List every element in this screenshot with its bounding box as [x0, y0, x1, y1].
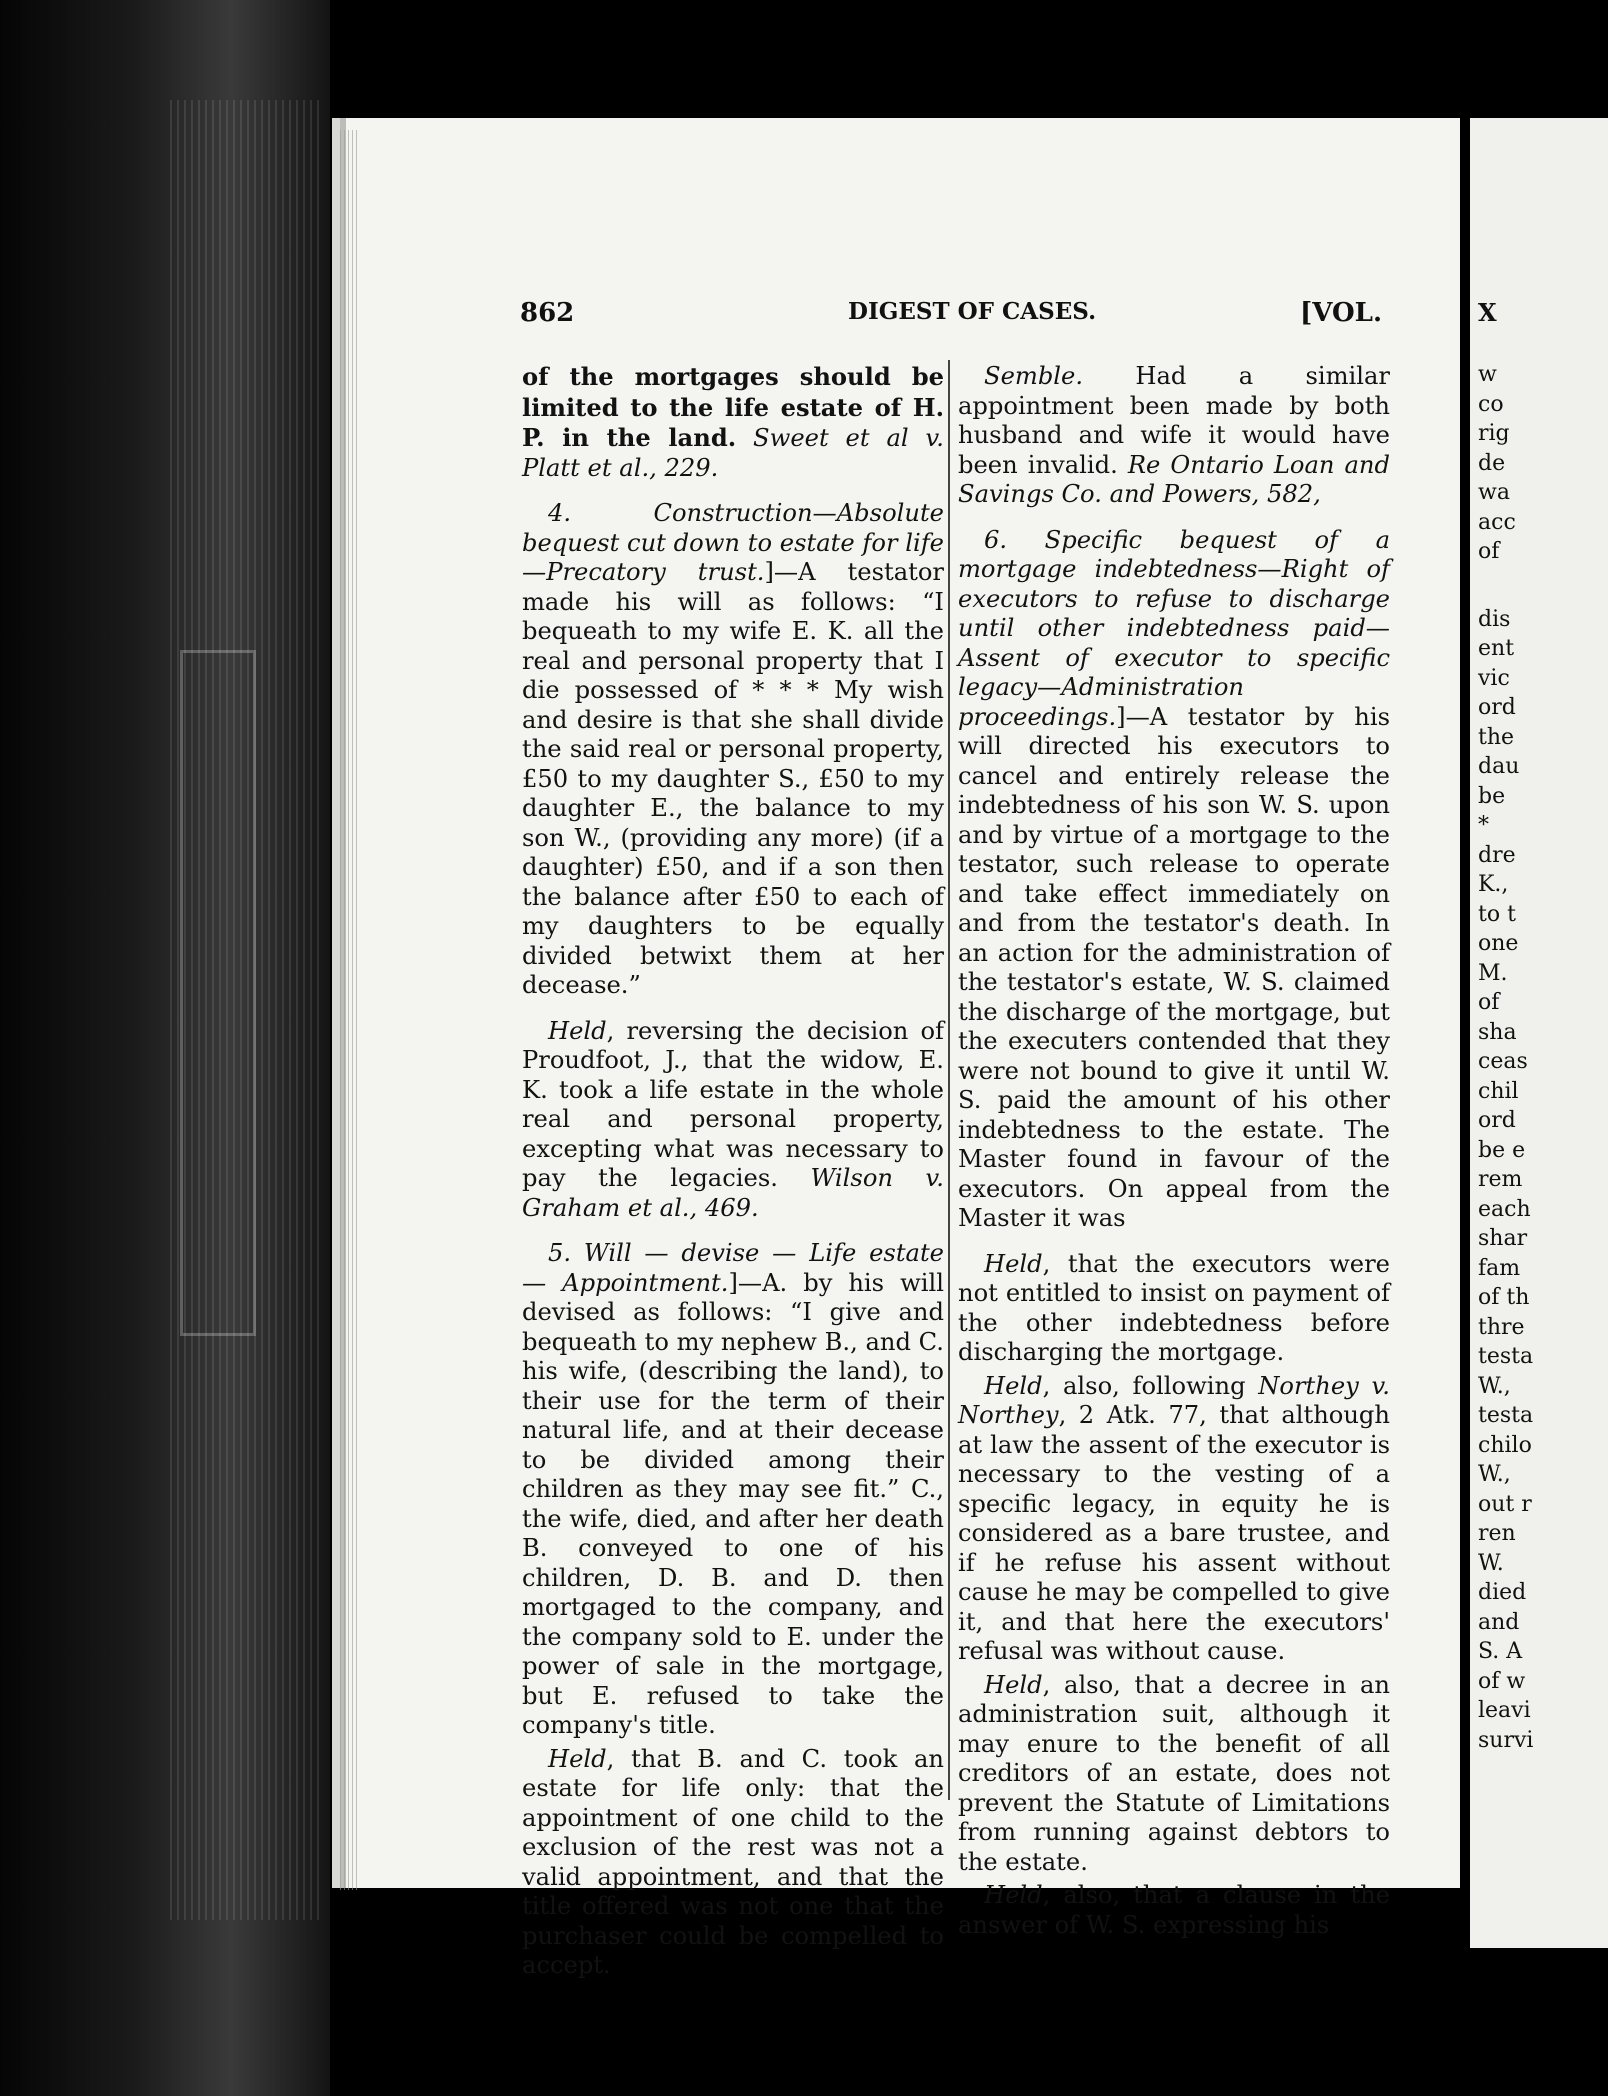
- text-run: of the mortgages should be limited to the life estate of H. P. in the land.: [522, 362, 944, 452]
- held-label: Held: [984, 1670, 1043, 1699]
- facing-line: thre: [1478, 1314, 1525, 1340]
- facing-line: to t: [1478, 901, 1516, 927]
- running-title: DIGEST OF CASES.: [848, 298, 1097, 325]
- facing-line: S. A: [1478, 1639, 1523, 1664]
- paragraph: [522, 499, 944, 1001]
- facing-line: fam: [1478, 1255, 1521, 1281]
- paragraph: [522, 1745, 944, 1981]
- paragraph: [958, 1881, 1390, 1940]
- paragraph: [958, 1372, 1390, 1667]
- facing-line: ord: [1478, 695, 1516, 720]
- facing-line: ceas: [1478, 1049, 1528, 1074]
- facing-line: and: [1478, 1609, 1520, 1635]
- facing-line: ent: [1478, 636, 1515, 661]
- text-run: Had a similar appointment been made by both husband and wife it would have been invalid.: [958, 362, 1390, 479]
- volume-mark: [VOL.: [1300, 298, 1382, 328]
- facing-line: of th: [1478, 1285, 1530, 1310]
- left-column: [522, 362, 944, 1997]
- paragraph: [958, 1671, 1390, 1878]
- facing-header-fragment: X: [1478, 298, 1497, 327]
- facing-line: co: [1478, 391, 1504, 417]
- facing-line: W.: [1478, 1550, 1504, 1576]
- text-run: ]—A testator made his will as follows: “I bequeath to my wife E. K. all the real and personal property that I die possessed of * * * My wish and desire is that she shall divide the said real or personal property, £50 to my daughter S., £50 to my daughter E., the balance to my son W., (providing any more) (if a daughter) £50, and if a son then the balance after £50 to each of my daughters to be equally divided betwixt them at her decease.”: [522, 558, 944, 999]
- facing-line: ord: [1478, 1108, 1516, 1133]
- headnote: 5. Will — devise — Life estate — Appointment.: [522, 1239, 944, 1297]
- facing-line: testa: [1478, 1344, 1534, 1369]
- text-run: , that B. and C. took an estate for life only: that the appointment of one child to the exclusion of the rest was not a valid appointment, and that the title offered was not one that the purchaser could be compelled to accept.: [522, 1744, 944, 1979]
- facing-line: be: [1478, 783, 1506, 809]
- facing-line: each: [1478, 1196, 1531, 1222]
- page-number: 862: [520, 298, 575, 328]
- facing-line: K.,: [1478, 872, 1509, 897]
- facing-line: M.: [1478, 960, 1508, 986]
- facing-line: de: [1478, 450, 1506, 476]
- held-label: Held: [984, 1881, 1043, 1909]
- facing-line: W.,: [1478, 1462, 1511, 1487]
- text-run: , reversing the decision of Proudfoot, J., that the widow, E. K. took a life estate in the whole real and personal property, excepting what was necessary to pay the legacies.: [522, 1016, 944, 1192]
- facing-line: sha: [1478, 1019, 1517, 1045]
- facing-line: chil: [1478, 1078, 1519, 1104]
- facing-line: of: [1478, 990, 1500, 1015]
- facing-line: be e: [1478, 1137, 1526, 1163]
- held-label: Held: [548, 1744, 607, 1773]
- facing-line: leavi: [1478, 1698, 1531, 1723]
- paragraph: [522, 1239, 944, 1741]
- paragraph: [958, 526, 1390, 1234]
- case-citation: Sweet et al v. Platt et al., 229.: [522, 424, 944, 482]
- facing-line: vic: [1478, 665, 1510, 691]
- case-citation: Wilson v. Graham et al., 469.: [522, 1164, 944, 1222]
- paragraph: [958, 1250, 1390, 1368]
- facing-line: of w: [1478, 1668, 1526, 1694]
- facing-line: *: [1478, 813, 1489, 838]
- facing-line: chilo: [1478, 1432, 1532, 1458]
- paragraph: [522, 362, 944, 483]
- right-column: [958, 362, 1390, 1944]
- column-divider: [948, 360, 950, 1800]
- text-run: , that the executors were not entitled to insist on payment of the other indebtedness before discharging the mortgage.: [958, 1249, 1390, 1366]
- facing-line: rig: [1478, 421, 1510, 446]
- facing-line: shar: [1478, 1226, 1528, 1251]
- headnote: 6. Specific bequest of a mortgage indebtedness—Right of executors to refuse to discharge until other indebtedness paid—Assent of executor to specific legacy—Administration proceedings.: [958, 525, 1390, 731]
- held-label: Held: [984, 1249, 1043, 1278]
- facing-line: ren: [1478, 1521, 1516, 1546]
- text-run: , 2 Atk. 77, that although at law the assent of the executor is necessary to the vesting of a specific legacy, in equity he is considered as a bare trustee, and if he refuse his assent without cause he may be compelled to give it, and that here the executors' refusal was without cause.: [958, 1401, 1390, 1665]
- headnote: 4. Construction—Absolute bequest cut down to estate for life—Precatory trust.: [522, 499, 944, 586]
- facing-line: one: [1478, 931, 1519, 956]
- text-run: , also, that a clause in the answer of W. S. expressing his: [958, 1881, 1390, 1939]
- facing-line: W.,: [1478, 1373, 1511, 1399]
- text-run: ]—A testator by his will directed his executors to cancel and entirely release the indebtedness of his son W. S. upon and by virtue of a mortgage to the testator, such release to operate and take effect immediately on and from the testator's death. In an action for the administration of the testator's estate, W. S. claimed the discharge of the mortgage, but the executers contended that they were not bound to give it until W. S. paid the amount of his other indebtedness to the estate. The Master found in favour of the executors. On appeal from the Master it was: [958, 702, 1390, 1232]
- text-run: ]—A. by his will devised as follows: “I give and bequeath to my nephew B., and C. his wife, (describing the land), to their use for the term of their natural life, and at their decease to be divided among their children as they may see fit.” C., the wife, died, and after her death B. conveyed to one of his children, D. B. and D. then mortgaged to the company, and the company sold to E. under the power of sale in the mortgage, but E. refused to take the company's title.: [522, 1268, 944, 1739]
- page-stack-lines: [340, 130, 360, 1890]
- facing-line: the: [1478, 724, 1515, 750]
- paragraph: [522, 1017, 944, 1224]
- facing-line: w: [1478, 362, 1497, 387]
- paragraph: [958, 362, 1390, 510]
- held-label: Held: [548, 1016, 607, 1045]
- text-run: , also, that a decree in an administration suit, although it may enure to the benefit of all creditors of an estate, does not prevent the Statute of Limitations from running against debtors to the estate.: [958, 1670, 1390, 1876]
- facing-line: of: [1478, 539, 1500, 564]
- facing-line: wa: [1478, 480, 1510, 505]
- facing-line: dis: [1478, 606, 1511, 632]
- facing-line: survi: [1478, 1727, 1534, 1753]
- semble-label: Semble.: [984, 362, 1084, 390]
- bookmark-strip: [180, 650, 256, 1336]
- facing-line: rem: [1478, 1167, 1523, 1192]
- case-citation: Northey v. Northey: [958, 1371, 1390, 1429]
- facing-line: dau: [1478, 754, 1520, 779]
- facing-line: testa: [1478, 1403, 1534, 1428]
- facing-line: out r: [1478, 1491, 1532, 1517]
- facing-line: dre: [1478, 842, 1516, 868]
- text-run: , also, following: [1042, 1371, 1259, 1400]
- case-citation: Re Ontario Loan and Savings Co. and Powers, 582,: [958, 450, 1390, 508]
- held-label: Held: [984, 1371, 1043, 1400]
- facing-line: acc: [1478, 509, 1516, 535]
- facing-line: died: [1478, 1580, 1527, 1605]
